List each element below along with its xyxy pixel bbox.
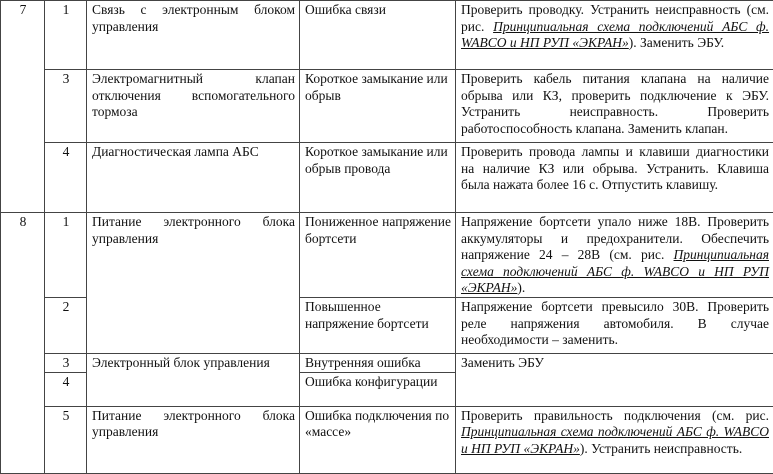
remedy-text: Напряжение бортсети упало ниже 18В. Проверить аккумуляторы и предохранители. Обеспечить напряжение 24 – 28В (см. рис.	[461, 214, 769, 262]
group-number: 7	[1, 1, 45, 213]
code-number: 4	[45, 372, 87, 406]
table-row	[1, 143, 773, 213]
diagram-reference: Принципиальная схема подключений АБС ф. WABCO и НП РУП «ЭКРАН»	[461, 424, 769, 456]
remedy-text: ).	[517, 280, 525, 295]
remedy-cell	[456, 213, 773, 298]
remedy-text: Напряжение бортсети превысило 30В. Проверить реле напряжения автомобиля. В случае необходимости – заменить.	[461, 299, 769, 347]
fault-cell: Ошибка подключения по «массе»	[300, 406, 456, 473]
table-row	[1, 70, 773, 143]
table-row	[1, 406, 773, 473]
fault-cell: Ошибка связи	[300, 1, 456, 70]
component-cell: Электронный блок управления	[87, 354, 300, 407]
remedy-cell	[456, 354, 773, 407]
component-cell: Питание электронного блока управления	[87, 406, 300, 473]
code-number: 3	[45, 70, 87, 143]
fault-cell: Ошибка конфигурации	[300, 372, 456, 406]
fault-cell: Короткое замыкание или обрыв	[300, 70, 456, 143]
diagram-reference: Принципиальная схема подключений АБС ф. WABCO и НП РУП «ЭКРАН»	[461, 247, 769, 295]
code-number: 2	[45, 298, 87, 354]
component-cell: Диагностическая лампа АБС	[87, 143, 300, 213]
component-cell: Связь с электронным блоком управления	[87, 1, 300, 70]
fault-cell: Пониженное напряжение бортсети	[300, 213, 456, 298]
fault-cell: Короткое замыкание или обрыв провода	[300, 143, 456, 213]
remedy-text: Проверить провода лампы и клавиши диагностики на наличие КЗ или обрыва. Устранить. Клавиша была нажата более 16 с. Отпустить клавишу.	[461, 144, 769, 192]
code-number: 3	[45, 354, 87, 373]
remedy-text: ). Устранить неисправность.	[580, 441, 742, 456]
table-row	[1, 1, 773, 70]
component-cell: Электромагнитный клапан отключения вспомогательного тормоза	[87, 70, 300, 143]
code-number: 4	[45, 143, 87, 213]
code-number: 5	[45, 406, 87, 473]
remedy-text: ). Заменить ЭБУ.	[629, 35, 724, 50]
remedy-cell	[456, 1, 773, 70]
component-cell: Питание электронного блока управления	[87, 213, 300, 354]
group-number: 8	[1, 213, 45, 474]
code-number: 1	[45, 1, 87, 70]
remedy-cell	[456, 70, 773, 143]
remedy-text: Проверить правильность подключения (см. рис.	[461, 408, 769, 423]
remedy-cell	[456, 143, 773, 213]
remedy-text: Проверить кабель питания клапана на наличие обрыва или КЗ, проверить подключение к ЭБУ. Устранить неисправность. Проверить работоспособность клапана. Заменить клапан.	[461, 71, 769, 136]
remedy-cell	[456, 406, 773, 473]
fault-cell: Повышенное напряжение бортсети	[300, 298, 456, 354]
table-row	[1, 354, 773, 373]
remedy-text: Заменить ЭБУ	[461, 355, 544, 370]
remedy-text: Проверить проводку. Устранить неисправность (см. рис.	[461, 2, 769, 34]
fault-cell: Внутренняя ошибка	[300, 354, 456, 373]
code-number: 1	[45, 213, 87, 298]
remedy-cell	[456, 298, 773, 354]
diagram-reference: Принципиальная схема подключений АБС ф. WABCO и НП РУП «ЭКРАН»	[461, 19, 769, 51]
table-row	[1, 213, 773, 298]
